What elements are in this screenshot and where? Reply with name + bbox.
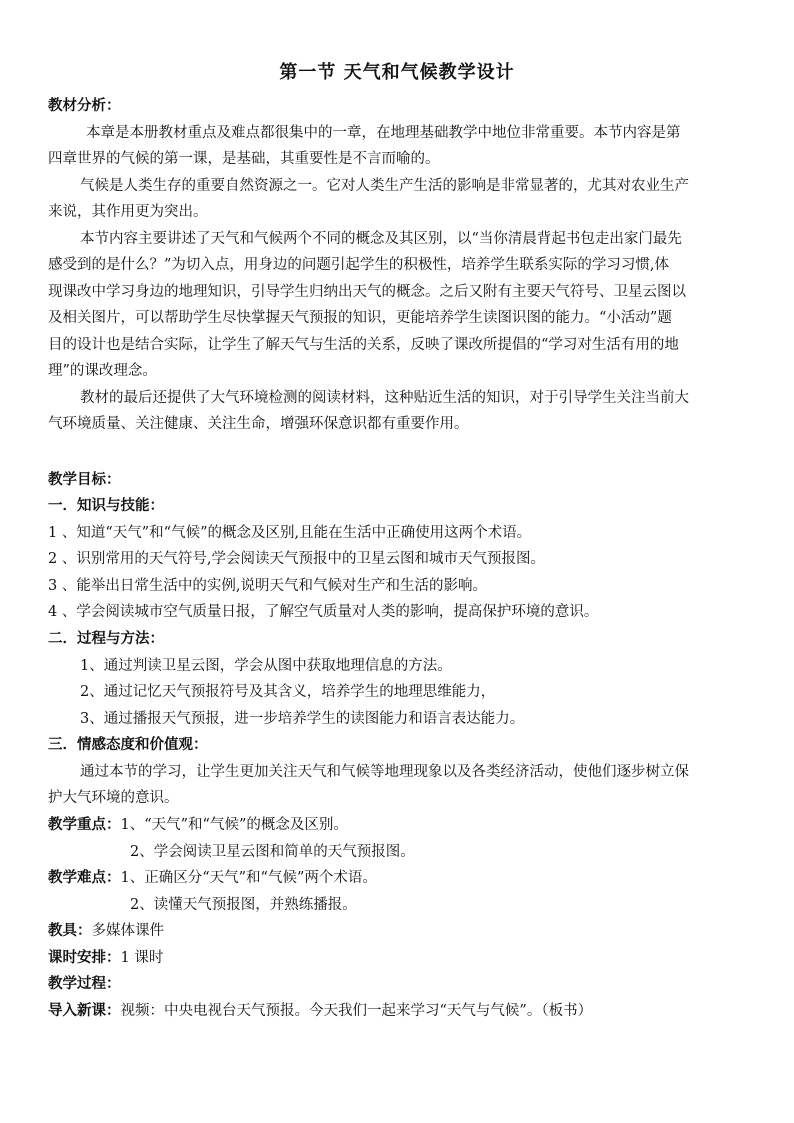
goal-values-line1: 通过本节的学习，让学生更加关注天气和气候等地理现象以及各类经济活动，使他们逐步树立保: [80, 764, 689, 780]
analysis-p3-line4: 及相关图片，可以帮助学生尽快掌握天气预报的知识，更能培养学生读图识图的能力。“小活动”题: [48, 310, 672, 326]
intro-label: 导入新课：: [48, 1002, 121, 1019]
tools-row: [48, 921, 164, 941]
analysis-p2-line2: 来说，其作用更为突出。: [48, 204, 208, 220]
tools-value: 多媒体课件: [91, 923, 164, 939]
analysis-p4-line1: 教材的最后还提供了大气环境检测的阅读材料，这种贴近生活的知识，对于引导学生关注当前大: [80, 390, 689, 406]
difficulty-item-1: 1、正确区分“天气”和“气候”两个术语。: [120, 870, 377, 886]
goal-knowledge-4: 4 、学会阅读城市空气质量日报，了解空气质量对人类的影响，提高保护环境的意识。: [48, 604, 599, 620]
difficulty-item-2: 2、读懂天气预报图，并熟练播报。: [130, 897, 357, 913]
goals-section-method: 二．过程与方法：: [48, 630, 164, 647]
hours-label: 课时安排：: [48, 949, 121, 966]
goal-knowledge-2: 2 、识别常用的天气符号,学会阅读天气预报中的卫星云图和城市天气预报图。: [48, 551, 545, 567]
intro-value: 视频：中央电视台天气预报。今天我们一起来学习“天气与气候”。（板书）: [120, 1003, 593, 1019]
tools-label: 教具：: [48, 922, 92, 939]
document-title: 第一节 天气和气候教学设计: [279, 62, 515, 83]
goal-method-3: 3、通过播报天气预报，进一步培养学生的读图能力和语言表达能力。: [80, 711, 525, 727]
focus-item-2: 2、学会阅读卫星云图和简单的天气预报图。: [130, 844, 415, 860]
goal-method-2: 2、通过记忆天气预报符号及其含义，培养学生的地理思维能力，: [80, 684, 496, 700]
hours-row: [48, 948, 163, 968]
analysis-p3-line1: 本节内容主要讲述了天气和气候两个不同的概念及其区别，以“当你清晨背起书包走出家门最先: [80, 231, 682, 247]
analysis-p3-line2: 感受到的是什么？”为切入点，用身边的问题引起学生的积极性，培养学生联系实际的学习习惯,体: [48, 257, 670, 273]
goals-section-knowledge: 一．知识与技能：: [48, 497, 164, 514]
analysis-p1-line1: 本章是本册教材重点及难点都很集中的一章，在地理基础教学中地位非常重要。本节内容是第: [86, 125, 681, 141]
focus-item-1: 1、“天气”和“气候”的概念及区别。: [120, 817, 348, 833]
hours-value: 1 课时: [120, 950, 164, 966]
process-heading: 教学过程：: [48, 975, 121, 992]
difficulty-row: [48, 868, 377, 888]
intro-row: [48, 1001, 592, 1021]
goal-values-line2: 护大气环境的意识。: [48, 790, 179, 806]
analysis-p2-line1: 气候是人类生存的重要自然资源之一。它对人类生产生活的影响是非常显著的，尤其对农业生产: [80, 178, 689, 194]
goal-knowledge-1: 1 、知道“天气”和“气候”的概念及区别,且能在生活中正确使用这两个术语。: [48, 525, 532, 541]
difficulty-label: 教学难点：: [48, 869, 121, 886]
analysis-p4-line2: 气环境质量、关注健康、关注生命，增强环保意识都有重要作用。: [48, 416, 469, 432]
goals-section-values: 三．情感态度和价值观：: [48, 736, 208, 753]
analysis-p3-line6: 理”的课改理念。: [48, 363, 157, 379]
focus-label: 教学重点：: [48, 816, 121, 833]
goal-method-1: 1、通过判读卫星云图，学会从图中获取地理信息的方法。: [80, 658, 452, 674]
focus-row: [48, 815, 348, 835]
analysis-p3-line5: 目的设计也是结合实际，让学生了解天气与生活的关系，反映了课改所提倡的“学习对生活有用的地: [48, 337, 679, 353]
analysis-heading: 教材分析：: [48, 97, 121, 114]
goal-knowledge-3: 3 、能举出日常生活中的实例,说明天气和气候对生产和生活的影响。: [48, 578, 487, 594]
analysis-p1-line2: 四章世界的气候的第一课，是基础，其重要性是不言而喻的。: [48, 151, 440, 167]
analysis-p3-line3: 现课改中学习身边的地理知识，引导学生归纳出天气的概念。之后又附有主要天气符号、卫星云图以: [48, 284, 686, 300]
goals-heading: 教学目标：: [48, 471, 121, 488]
